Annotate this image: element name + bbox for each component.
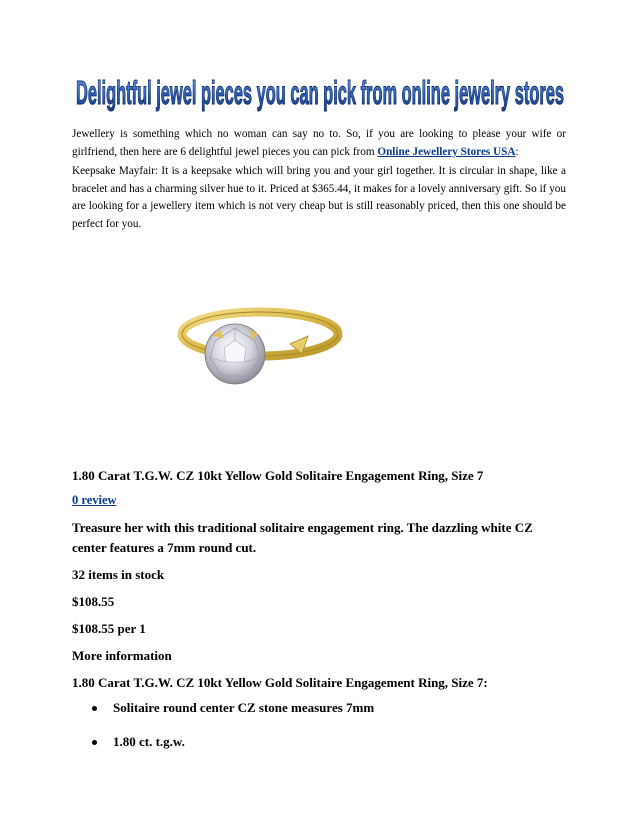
bullet-icon — [92, 740, 97, 745]
review-link[interactable]: 0 review — [72, 493, 117, 507]
product-price: $108.55 — [72, 594, 115, 609]
list-item-text: Solitaire round center CZ stone measures 7mm — [113, 700, 375, 715]
list-item — [72, 698, 374, 732]
intro-paragraph — [72, 126, 566, 161]
title-text: Delightful jewel pieces you can pick from online jewelry stores — [76, 74, 564, 111]
page-title — [72, 70, 568, 116]
product-name: 1.80 Carat T.G.W. CZ 10kt Yellow Gold Solitaire Engagement Ring, Size 7 — [72, 468, 484, 483]
more-information-heading: More information — [72, 648, 172, 663]
list-item-text: 1.80 ct. t.g.w. — [113, 734, 185, 749]
keepsake-paragraph: Keepsake Mayfair: It is a keepsake which will bring you and your girl together. It is circular in shape, like a bracelet and has a charming silver hue to it. Priced at $365.44, it makes for a lovely anniversary gift. So if you are looking for a jewellery item which is not very cheap but is still reasonably priced, then this one should be perfect for you. — [72, 165, 566, 230]
stock-status: 32 items in stock — [72, 567, 165, 582]
ring-image — [120, 296, 350, 396]
price-per-unit: $108.55 per 1 — [72, 621, 146, 636]
title-graphic — [72, 70, 568, 116]
details-list — [72, 698, 374, 766]
bullet-icon — [92, 706, 97, 711]
details-title: 1.80 Carat T.G.W. CZ 10kt Yellow Gold Solitaire Engagement Ring, Size 7: — [72, 675, 488, 690]
list-item — [72, 732, 374, 766]
intro-colon: : — [515, 145, 519, 158]
intro-text: Jewellery is something which no woman can say no to. So, if you are looking to please your wife or girlfriend, then here are 6 delightful jewel pieces you can pick from — [72, 128, 566, 158]
review-row — [72, 490, 566, 510]
product-description: Treasure her with this traditional solitaire engagement ring. The dazzling white CZ center features a 7mm round cut. — [72, 520, 533, 555]
online-stores-link[interactable]: Online Jewellery Stores USA — [377, 145, 516, 158]
